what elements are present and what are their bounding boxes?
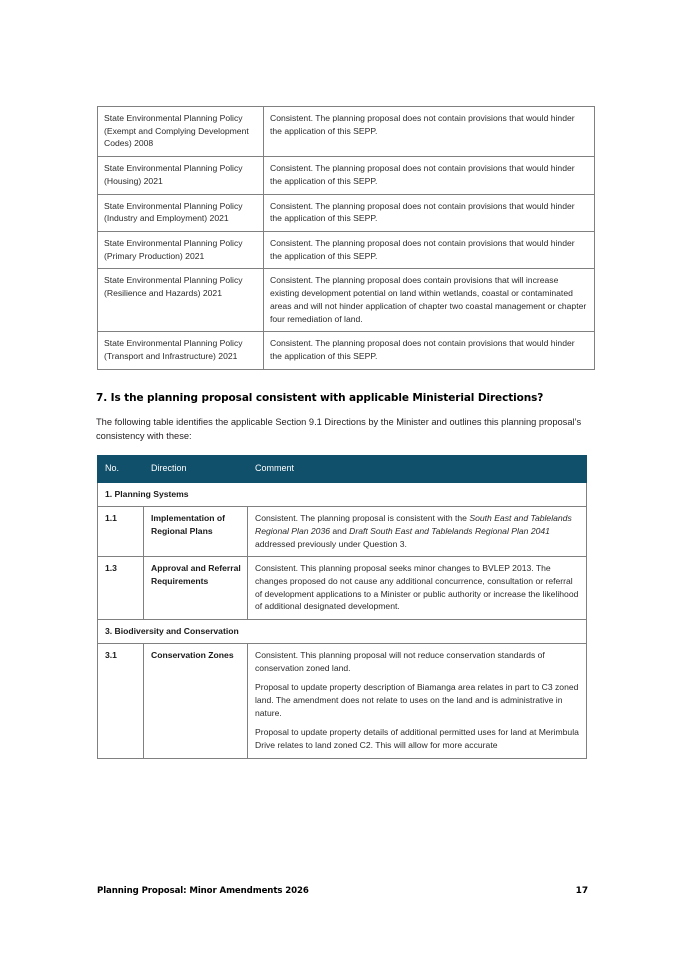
question-heading: 7. Is the planning proposal consistent with applicable Ministerial Directions?	[96, 391, 544, 404]
table-row	[98, 232, 595, 269]
table-section-row	[98, 620, 587, 644]
direction-name: Approval and Referral Requirements	[144, 557, 248, 620]
direction-name: Implementation of Regional Plans	[144, 507, 248, 557]
table-header-row	[98, 456, 587, 483]
directions-table-clip	[97, 455, 588, 760]
column-header-comment: Comment	[248, 456, 587, 483]
ministerial-directions-table	[97, 455, 587, 759]
sepp-comment-cell: Consistent. The planning proposal does not contain provisions that would hinder the application of this SEPP.	[264, 157, 595, 194]
table-row	[98, 332, 595, 369]
section-label-planning-systems: 1. Planning Systems	[98, 483, 587, 507]
comment-text-part: addressed previously under Question 3.	[255, 538, 407, 549]
table-row	[98, 269, 595, 332]
sepp-comment-cell: Consistent. The planning proposal does not contain provisions that would hinder the application of this SEPP.	[264, 194, 595, 231]
direction-comment: Consistent. This planning proposal seeks minor changes to BVLEP 2013. The changes proposed do not cause any additional concurrence, consultation or referral of development applications to a Minister or public authority or increase the likelihood of additional designated development.	[248, 557, 587, 620]
sepp-comment-cell: Consistent. The planning proposal does not contain provisions that would hinder the application of this SEPP.	[264, 232, 595, 269]
table-row	[98, 507, 587, 557]
comment-text-part: and	[330, 525, 350, 536]
sepp-policy-cell: State Environmental Planning Policy (Transport and Infrastructure) 2021	[98, 332, 264, 369]
comment-paragraph: Proposal to update property description of Biamanga area relates in part to C3 zoned land. The amendment does not relate to uses on the land and is administrative in nature.	[255, 682, 579, 718]
direction-number: 1.1	[98, 507, 144, 557]
spacer	[97, 443, 588, 455]
page-content	[97, 106, 588, 760]
direction-comment	[248, 507, 587, 557]
sepp-policy-cell: State Environmental Planning Policy (Primary Production) 2021	[98, 232, 264, 269]
table-row	[98, 643, 587, 758]
table-row	[98, 557, 587, 620]
sepp-comment-cell: Consistent. The planning proposal does contain provisions that will increase existing development potential on land within wetlands, coastal or contaminated areas and will not hinder application of chapter two coastal management or chapter four remediation of land.	[264, 269, 595, 332]
direction-number: 1.3	[98, 557, 144, 620]
comment-paragraph: Proposal to update property details of additional permitted uses for land at Merimbula Drive relates to land zoned C2. This will allow for more accurate	[255, 727, 579, 751]
comment-italic-plan-2041: Draft South East and Tablelands Regional Plan 2041	[349, 525, 550, 536]
sepp-policy-cell: State Environmental Planning Policy (Resilience and Hazards) 2021	[98, 269, 264, 332]
sepp-policy-cell: State Environmental Planning Policy (Housing) 2021	[98, 157, 264, 194]
direction-name: Conservation Zones	[144, 643, 248, 758]
comment-text-part: Consistent. The planning proposal is consistent with the	[255, 513, 470, 524]
sepp-consistency-table	[97, 106, 595, 370]
direction-number: 3.1	[98, 643, 144, 758]
table-section-row	[98, 483, 587, 507]
direction-comment	[248, 643, 587, 758]
sepp-comment-cell: Consistent. The planning proposal does not contain provisions that would hinder the application of this SEPP.	[264, 107, 595, 157]
section-label-biodiversity-conservation: 3. Biodiversity and Conservation	[98, 620, 587, 644]
sepp-comment-cell: Consistent. The planning proposal does not contain provisions that would hinder the application of this SEPP.	[264, 332, 595, 369]
footer-title: Planning Proposal: Minor Amendments 2026	[97, 886, 309, 896]
comment-italic-plan-2036: South East and Tablelands Regional Plan 2036	[255, 513, 572, 536]
footer-page-number: 17	[575, 886, 588, 896]
comment-paragraph: Consistent. This planning proposal will not reduce conservation standards of conservation zoned land.	[255, 649, 545, 673]
intro-paragraph: The following table identifies the applicable Section 9.1 Directions by the Minister and outlines this planning proposal’s consistency with these:	[96, 416, 582, 441]
table-row	[98, 194, 595, 231]
column-header-no: No.	[98, 456, 144, 483]
sepp-policy-cell: State Environmental Planning Policy (Industry and Employment) 2021	[98, 194, 264, 231]
column-header-direction: Direction	[144, 456, 248, 483]
table-row	[98, 157, 595, 194]
table-row	[98, 107, 595, 157]
sepp-policy-cell: State Environmental Planning Policy (Exempt and Complying Development Codes) 2008	[98, 107, 264, 157]
page-footer	[97, 886, 588, 896]
